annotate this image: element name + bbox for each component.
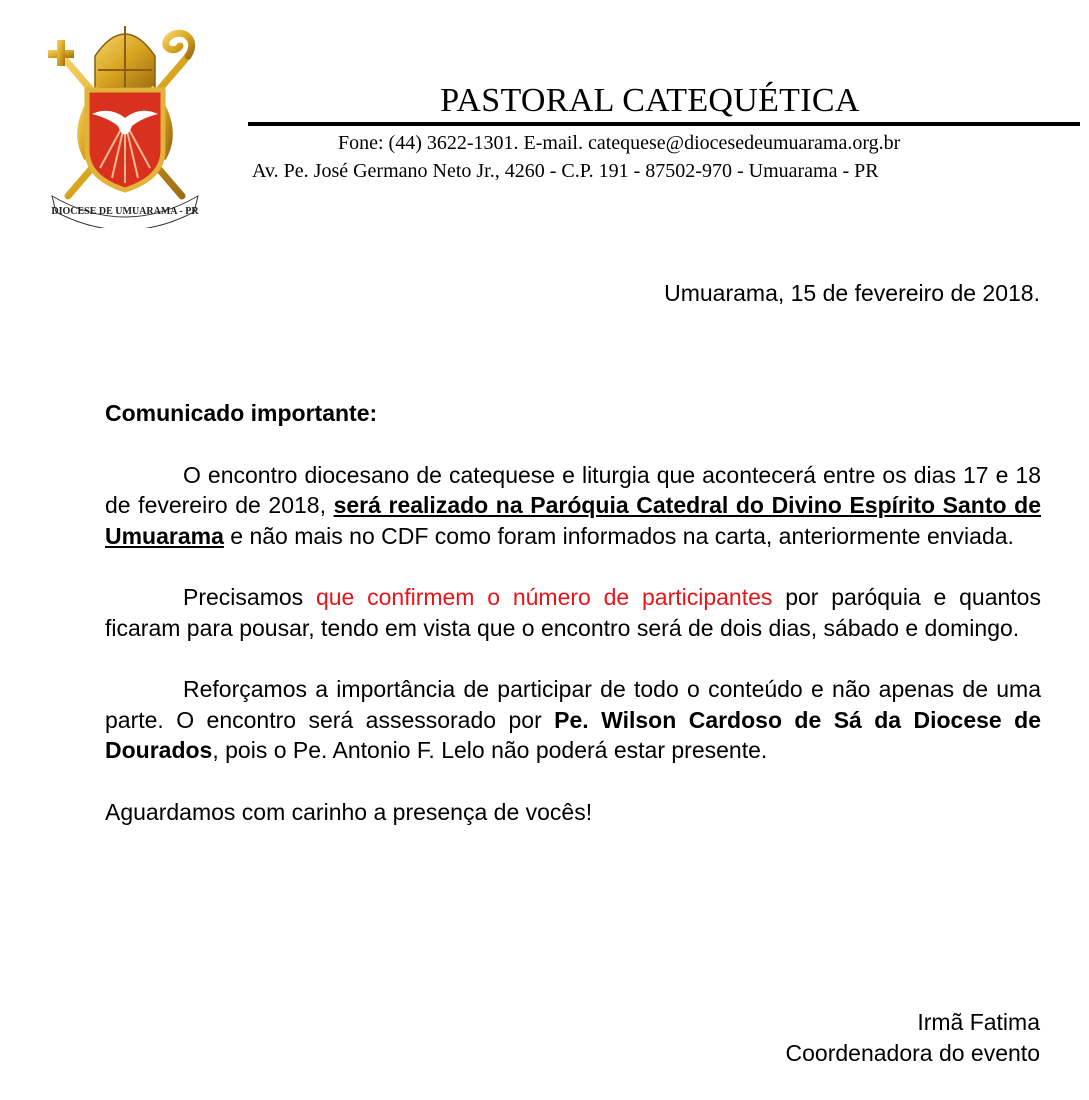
header-phone-email: Fone: (44) 3622-1301. E-mail. catequese@diocesedeumuarama.org.br: [338, 132, 901, 154]
letter-heading: Comunicado importante:: [105, 400, 378, 426]
header-title: PASTORAL CATEQUÉTICA: [440, 82, 860, 119]
letter-date: Umuarama, 15 de fevereiro de 2018.: [664, 280, 1040, 306]
letter-body: [105, 398, 1041, 858]
paragraph-2-text: Precisamos: [183, 584, 316, 610]
signature-block: [786, 1007, 1040, 1069]
paragraph-3-text: Reforçamos a importância de participar de todo o conteúdo e não apenas de uma parte. O encontro será assessorado por: [105, 676, 1041, 733]
signature-name: Irmã Fatima: [917, 1009, 1040, 1035]
paragraph-1: [105, 460, 1041, 552]
logo-banner-text: DIOCESE DE UMUARAMA - PR: [51, 206, 199, 217]
paragraph-2-text-end: por paróquia e quantos ficaram para pousar, tendo em vista que o encontro será de dois dias, sábado e domingo.: [105, 584, 1041, 641]
paragraph-1-emphasis: será realizado na Paróquia Catedral do Divino Espírito Santo de Umuarama: [105, 492, 1041, 549]
paragraph-3-text-end: , pois o Pe. Antonio F. Lelo não poderá estar presente.: [212, 737, 768, 763]
paragraph-3: [105, 674, 1041, 766]
signature-role: Coordenadora do evento: [785, 1040, 1040, 1066]
closing-line: Aguardamos com carinho a presença de vocês!: [105, 798, 593, 825]
paragraph-1-text-end: e não mais no CDF como foram informados na carta, anteriormente enviada.: [223, 522, 1014, 549]
header-rule: [248, 122, 1080, 126]
paragraph-2-highlight: que confirmem o número de participantes: [315, 584, 773, 610]
header-address: Av. Pe. José Germano Neto Jr., 4260 - C.P. 191 - 87502-970 - Umuarama - PR: [252, 160, 879, 182]
paragraph-1-text: O encontro diocesano de catequese e liturgia que acontecerá entre os dias 17 e 18 de fevereiro de 2018,: [105, 461, 1041, 518]
diocese-logo: [40, 18, 210, 228]
paragraph-3-emphasis: Pe. Wilson Cardoso de Sá da Diocese de Dourados: [105, 706, 1041, 763]
paragraph-2: [105, 582, 1041, 643]
